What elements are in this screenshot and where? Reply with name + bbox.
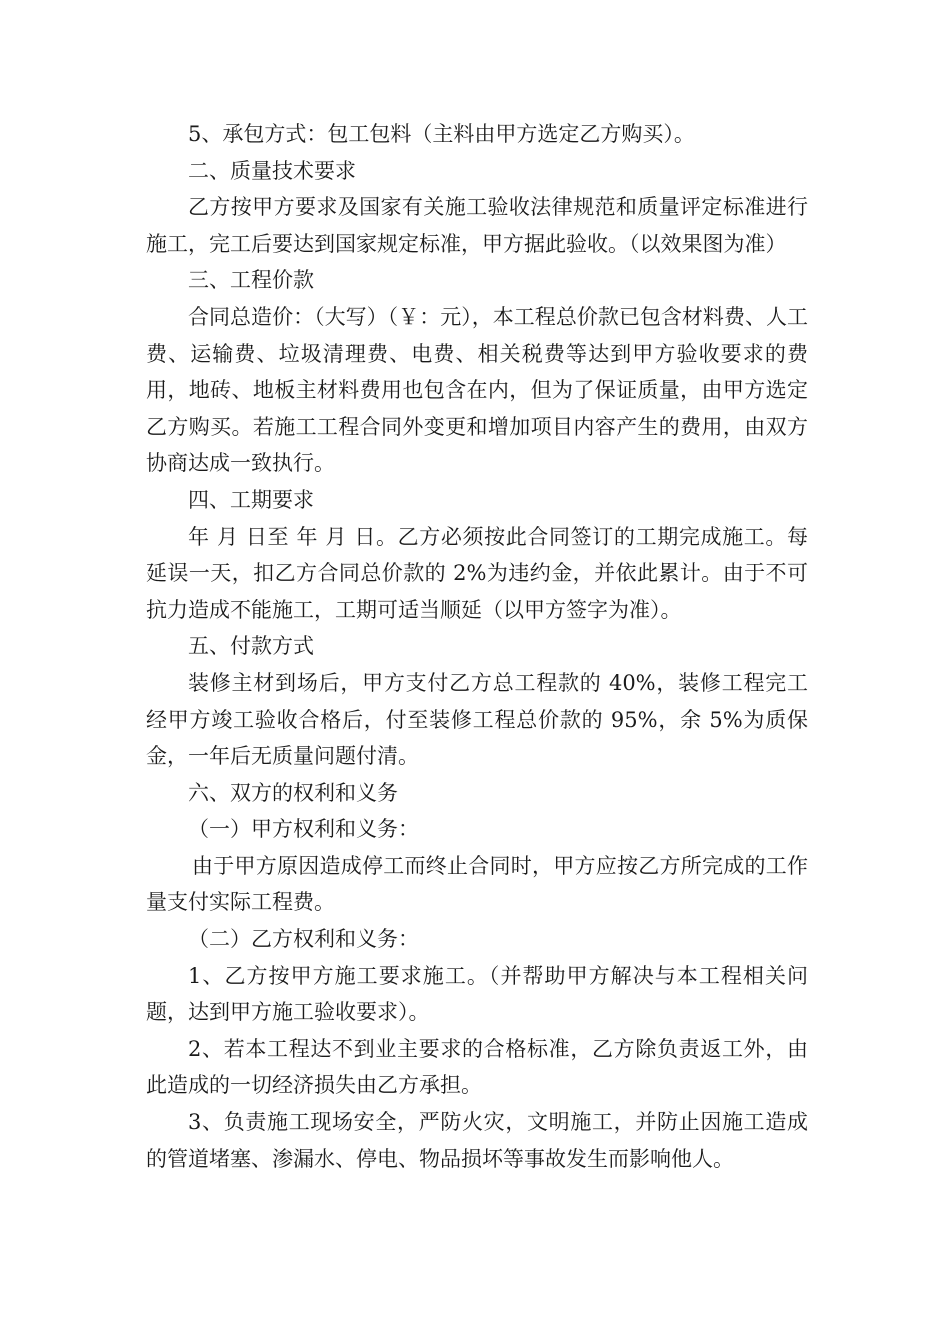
subheading-party-b: （二）乙方权利和义务： <box>188 927 419 952</box>
heading-quality-requirements: 二、质量技术要求 <box>188 158 356 183</box>
paragraph-quality: 乙方按甲方要求及国家有关施工验收法律规范和质量评定标准进行施工，完工后要达到国家规定标准，甲方据此验收。（以效果图为准） <box>146 195 808 256</box>
item-contract-method: 5、承包方式：包工包料（主料由甲方选定乙方购买）。 <box>188 122 695 146</box>
paragraph-party-a: 由于甲方原因造成停工而终止合同时，甲方应按乙方所完成的工作量支付实际工程费。 <box>146 853 808 915</box>
heading-schedule: 四、工期要求 <box>188 487 314 512</box>
subheading-party-a: （一）甲方权利和义务： <box>188 817 419 842</box>
document-page <box>146 116 808 1177</box>
paragraph-payment: 装修主材到场后，甲方支付乙方总工程款的 40%，装修工程完工经甲方竣工验收合格后，付至装修工程总价款的 95%，余 5%为质保金，一年后无质量问题付清。 <box>146 670 808 769</box>
paragraph-price: 合同总造价：（大写）（￥：元），本工程总价款已包含材料费、人工费、运输费、垃圾清理费、电费、相关税费等达到甲方验收要求的费用，地砖、地板主材料费用也包含在内，但为了保证质量，由甲方选定乙方购买。若施工工程合同外变更和增加项目内容产生的费用，由双方协商达成一致执行。 <box>146 304 808 476</box>
heading-payment: 五、付款方式 <box>188 634 314 659</box>
heading-rights-obligations: 六、双方的权利和义务 <box>188 780 398 805</box>
paragraph-schedule: 年 月 日至 年 月 日。乙方必须按此合同签订的工期完成施工。每延误一天，扣乙方合同总价款的 2%为违约金，并依此累计。由于不可抗力造成不能施工，工期可适当顺延（以甲方签字为准）。 <box>146 524 808 622</box>
item-party-b-3: 3、负责施工现场安全，严防火灾，文明施工，并防止因施工造成的管道堵塞、渗漏水、停电、物品损坏等事故发生而影响他人。 <box>146 1110 808 1171</box>
item-party-b-2: 2、若本工程达不到业主要求的合格标准，乙方除负责返工外，由此造成的一切经济损失由乙方承担。 <box>146 1036 808 1098</box>
item-party-b-1: 1、乙方按甲方施工要求施工。（并帮助甲方解决与本工程相关问题，达到甲方施工验收要求）。 <box>146 963 808 1025</box>
heading-project-price: 三、工程价款 <box>188 268 314 293</box>
